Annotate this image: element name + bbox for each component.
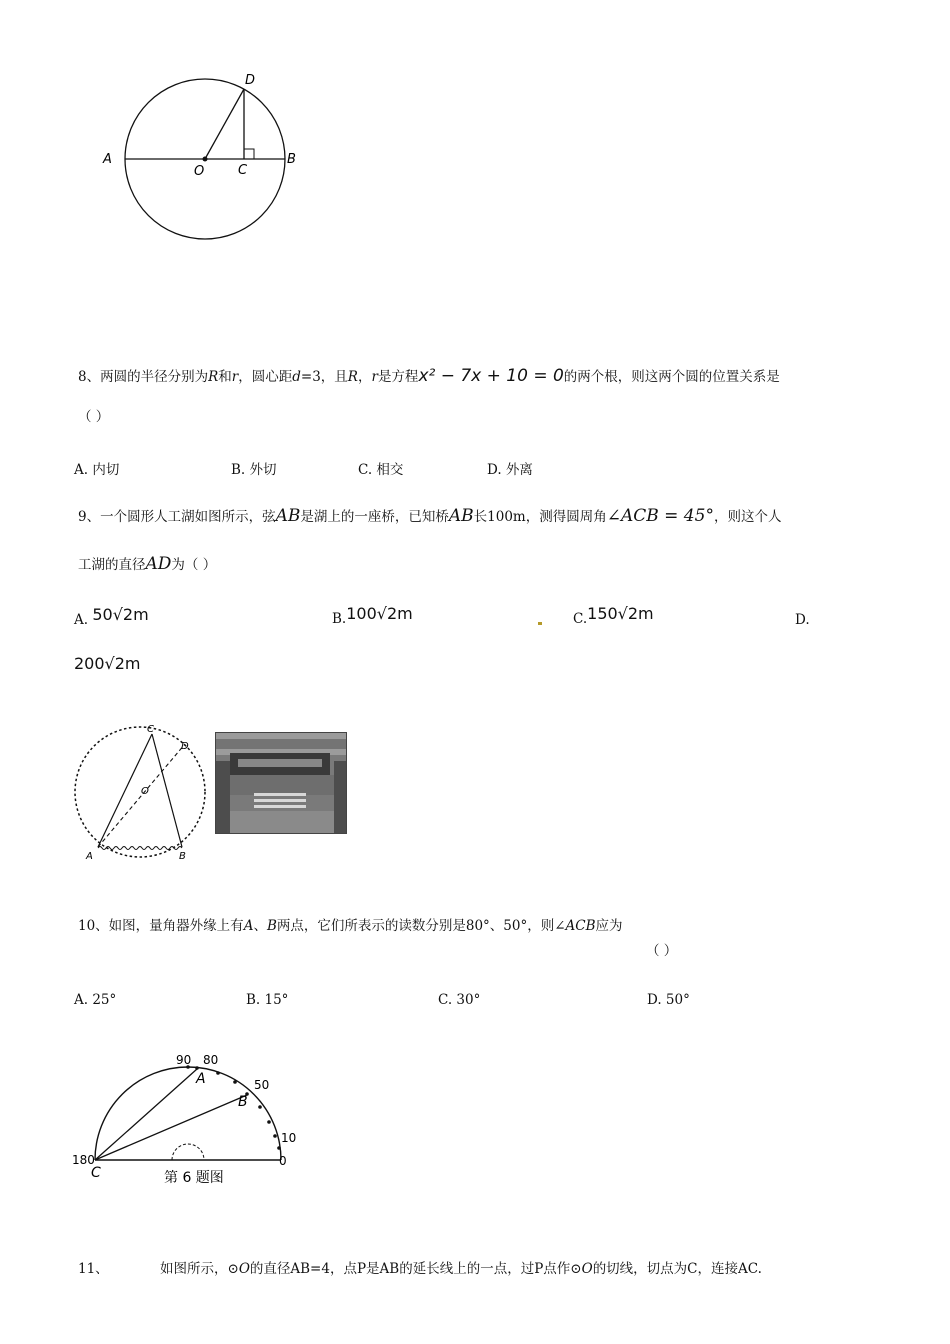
q10-option-d: D. 50° bbox=[647, 992, 690, 1008]
segment-ca bbox=[95, 1069, 197, 1160]
label-o: O bbox=[194, 164, 205, 179]
bridge-ab bbox=[98, 847, 182, 850]
label-a: A bbox=[196, 1071, 206, 1087]
label-b: B bbox=[238, 1094, 248, 1110]
q9-option-d-label: D. bbox=[795, 612, 810, 628]
tick-0: 0 bbox=[279, 1154, 287, 1168]
tick-50: 50 bbox=[254, 1078, 270, 1092]
center-dashed-arc bbox=[172, 1144, 204, 1160]
label-c: C bbox=[91, 1165, 101, 1181]
label-d: D bbox=[245, 73, 256, 88]
figure-caption: 第 6 题图 bbox=[164, 1170, 224, 1186]
lake-bridge-photo bbox=[215, 732, 347, 834]
q8-equation: x² − 7x + 10 = 0 bbox=[418, 366, 564, 386]
center-point bbox=[203, 157, 208, 162]
tick-10: 10 bbox=[281, 1131, 297, 1145]
q8-option-d: D. 外离 bbox=[487, 462, 533, 478]
label-o: O bbox=[141, 786, 149, 797]
q8-stem: 8、两圆的半径分别为R和r，圆心距d=3，且R，r是方程x² − 7x + 10 = 0的两个根，则这两个圆的位置关系是 bbox=[78, 366, 780, 386]
q8-option-b: B. 外切 bbox=[231, 462, 277, 478]
segment-cb bbox=[152, 734, 182, 847]
q8-answer-paren: （ ） bbox=[78, 409, 110, 425]
q8-option-c: C. 相交 bbox=[358, 462, 404, 478]
label-d: D bbox=[181, 741, 189, 752]
q10-stem: 10、如图，量角器外缘上有A、B两点，它们所表示的读数分别是80°、50°，则∠ACB应为 bbox=[78, 918, 623, 934]
q10-option-b: B. 15° bbox=[246, 992, 289, 1008]
label-c: C bbox=[238, 163, 248, 178]
label-b: B bbox=[287, 152, 296, 167]
figure-lake-circle bbox=[70, 722, 215, 867]
q9-option-c: C.150√2m bbox=[573, 604, 654, 627]
tick-90: 90 bbox=[176, 1053, 192, 1067]
q10-option-a: A. 25° bbox=[74, 992, 117, 1008]
label-c: C bbox=[147, 724, 154, 735]
small-mark bbox=[538, 622, 542, 625]
q10-answer-paren: （ ） bbox=[646, 943, 678, 959]
right-angle-mark bbox=[244, 149, 254, 159]
figure-protractor bbox=[70, 1048, 305, 1193]
label-b: B bbox=[179, 851, 186, 862]
tick-80: 80 bbox=[203, 1053, 219, 1067]
q9-option-b: B.100√2m bbox=[332, 604, 413, 627]
q9-stem-line2: 工湖的直径AD为（ ） bbox=[78, 554, 217, 574]
radius-od bbox=[205, 89, 244, 159]
segment-cb bbox=[95, 1095, 247, 1160]
q9-option-a: A. 50√2m bbox=[74, 605, 149, 628]
figure-circle-diameter bbox=[95, 70, 315, 250]
label-a: A bbox=[86, 851, 93, 862]
q10-option-c: C. 30° bbox=[438, 992, 481, 1008]
q11-number: 11、 bbox=[78, 1261, 109, 1277]
q8-option-a: A. 内切 bbox=[74, 462, 120, 478]
q9-stem-line1: 9、一个圆形人工湖如图所示，弦AB是湖上的一座桥，已知桥AB长100m，测得圆周角∠ACB = 45°，则这个人 bbox=[78, 506, 782, 526]
label-a: A bbox=[103, 152, 112, 167]
q9-angle: ∠ACB = 45° bbox=[606, 506, 714, 526]
q9-option-d-value: 200√2m bbox=[74, 654, 141, 673]
tick-180: 180 bbox=[72, 1153, 95, 1167]
q11-stem: 如图所示，⊙O的直径AB=4，点P是AB的延长线上的一点，过P点作⊙O的切线，切点为C，连接AC. bbox=[160, 1261, 762, 1277]
